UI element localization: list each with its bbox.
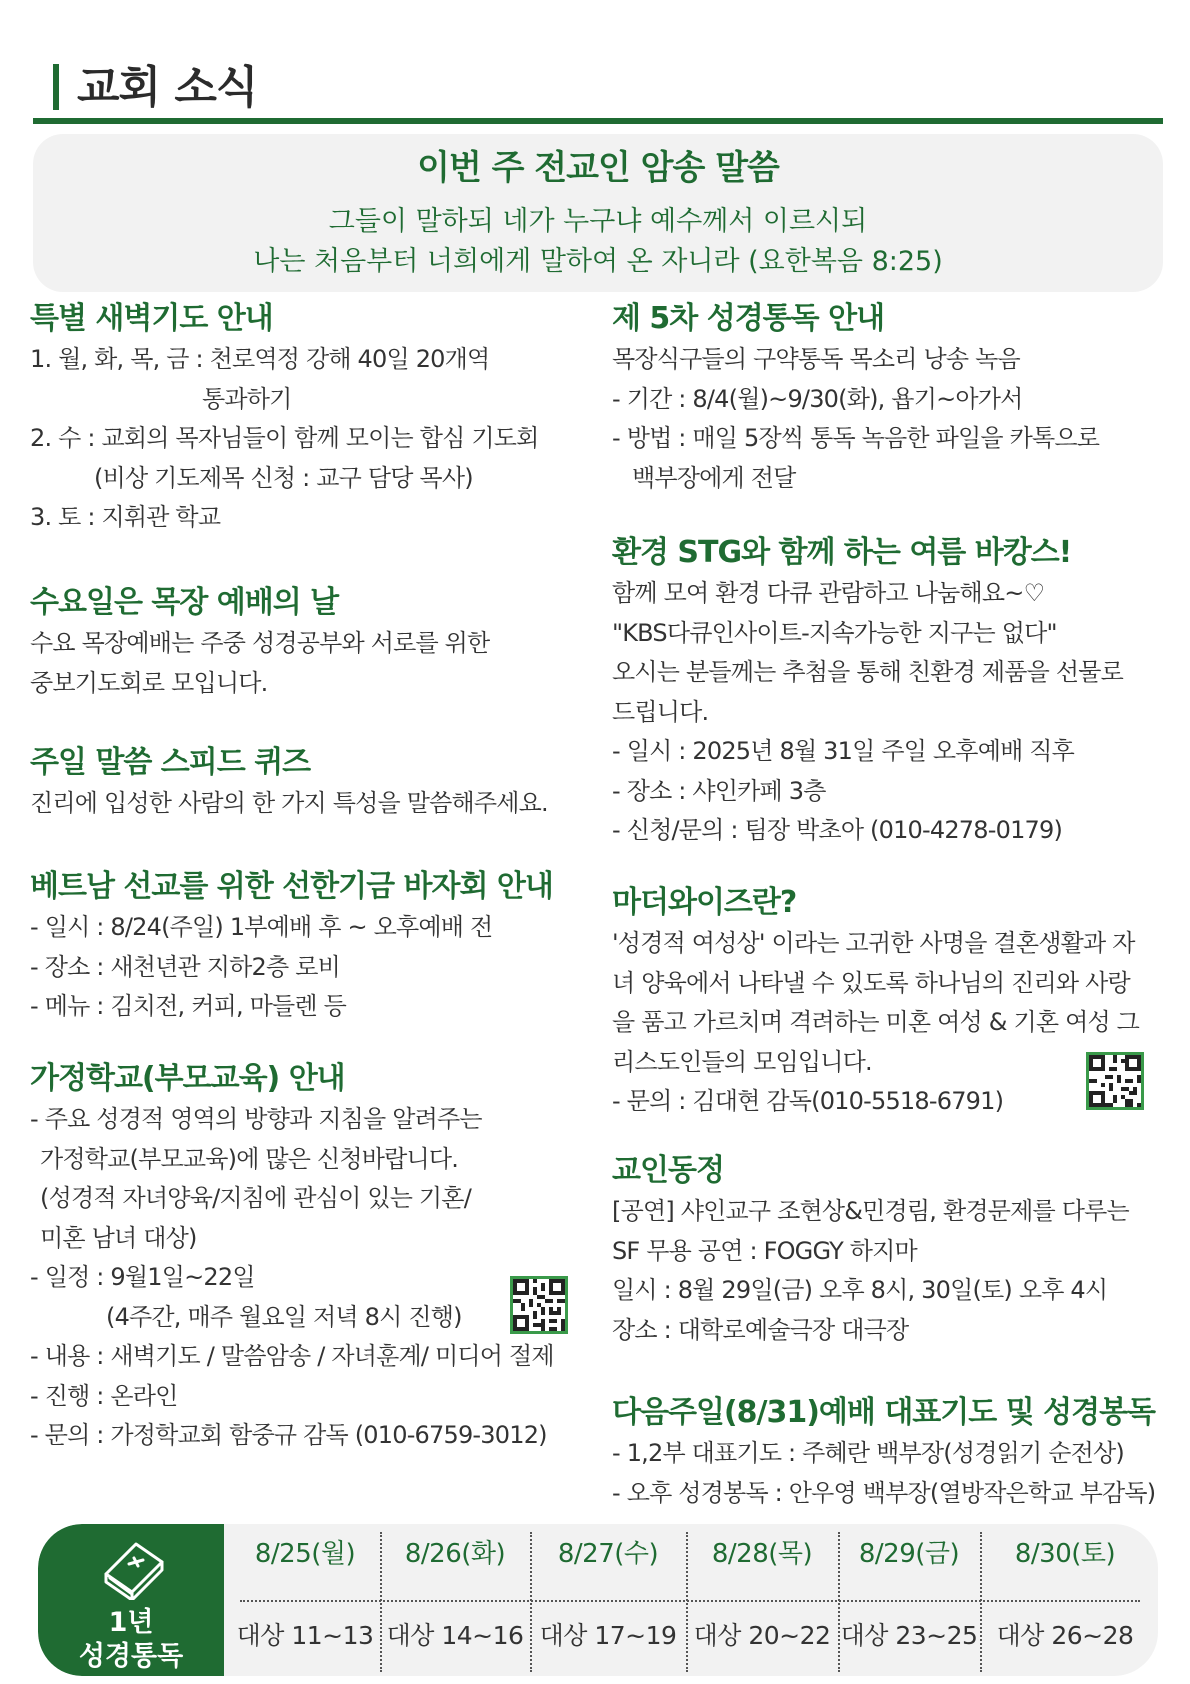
section-line: 함께 모여 환경 다큐 관람하고 나눔해요~♡ <box>612 579 1045 607</box>
bible-book-icon <box>98 1538 168 1600</box>
section-title: 다음주일(8/31)예배 대표기도 및 성경봉독 <box>612 1395 1156 1430</box>
section-line: - 메뉴 : 김치전, 커피, 마들렌 등 <box>30 992 347 1020</box>
section-line: - 일시 : 2025년 8월 31일 주일 오후예배 직후 <box>612 737 1075 765</box>
schedule-day-tue <box>380 1524 530 1676</box>
section-line: SF 무용 공연 : FOGGY 하지마 <box>612 1236 917 1265</box>
section-line: 3. 토 : 지휘관 학교 <box>30 503 221 531</box>
memory-verse-line: 그들이 말하되 네가 누구냐 예수께서 이르시되 <box>328 206 868 237</box>
section-title: 수요일은 목장 예배의 날 <box>30 585 339 620</box>
mother-wise-qr-code[interactable] <box>1086 1052 1144 1110</box>
memory-verse-line: 나는 처음부터 너희에게 말하여 온 자니라 (요한복음 8:25) <box>253 246 943 277</box>
schedule-date: 8/25(월) <box>254 1539 356 1569</box>
section-line: 1. 월, 화, 목, 금 : 천로역정 강해 40일 20개역 <box>30 345 490 373</box>
schedule-date: 8/29(금) <box>858 1539 960 1569</box>
section-line: - 기간 : 8/4(월)~9/30(화), 욥기~아가서 <box>612 384 1023 413</box>
section-line: 2. 수 : 교회의 목자님들이 함께 모이는 합심 기도회 <box>30 424 539 452</box>
section-title: 베트남 선교를 위한 선한기금 바자회 안내 <box>30 869 553 904</box>
schedule-range: 대상 14~16 <box>386 1621 524 1650</box>
schedule-label-line: 성경통독 <box>78 1641 184 1672</box>
section-line: - 문의 : 가정학교회 함중규 감독 (010-6759-3012) <box>30 1421 547 1449</box>
section-line: 수요 목장예배는 주중 성경공부와 서로를 위한 <box>30 629 490 657</box>
schedule-range: 대상 17~19 <box>539 1621 677 1650</box>
section-line: - 문의 : 김대현 감독(010-5518-6791) <box>612 1087 1004 1115</box>
schedule-day-thu <box>686 1524 838 1676</box>
section-line: 백부장에게 전달 <box>632 463 796 492</box>
section-line: 녀 양육에서 나타낼 수 있도록 하나님의 진리와 사랑 <box>612 968 1130 997</box>
section-line: - 방법 : 매일 5장씩 통독 녹음한 파일을 카톡으로 <box>612 424 1100 452</box>
section-line: '성경적 여성상' 이라는 고귀한 사명을 결혼생활과 자 <box>612 929 1135 957</box>
schedule-date: 8/28(목) <box>711 1539 813 1569</box>
section-line: (4주간, 매주 월요일 저녁 8시 진행) <box>106 1302 462 1331</box>
header-divider <box>33 118 1163 124</box>
qr-code-icon <box>513 1279 565 1331</box>
schedule-label-line: 1년 <box>108 1607 154 1638</box>
mother-wise-section <box>612 882 1139 1122</box>
schedule-range: 대상 26~28 <box>996 1621 1134 1650</box>
section-line: 목장식구들의 구약통독 목소리 낭송 녹음 <box>612 345 1020 373</box>
wednesday-section <box>30 582 489 703</box>
section-title: 교인동정 <box>612 1153 724 1188</box>
bible-reading-section <box>612 298 1099 498</box>
header-accent-bar <box>53 64 59 110</box>
bible-reading-schedule <box>38 1524 1158 1676</box>
schedule-label <box>38 1524 224 1676</box>
dawn-prayer-section <box>30 298 539 538</box>
section-line: - 장소 : 샤인카페 3층 <box>612 776 826 805</box>
schedule-day-mon <box>230 1524 380 1676</box>
section-line: 중보기도회로 모입니다. <box>30 668 268 697</box>
section-line: 을 품고 가르치며 격려하는 미혼 여성 & 기혼 여성 그 <box>612 1008 1140 1036</box>
section-line: [공연] 샤인교구 조현상&민경림, 환경문제를 다루는 <box>612 1197 1129 1225</box>
section-title: 특별 새벽기도 안내 <box>30 301 273 336</box>
section-line: 장소 : 대학로예술극장 대극장 <box>612 1315 909 1344</box>
quiz-section <box>30 742 548 824</box>
section-line: (비상 기도제목 신청 : 교구 담당 목사) <box>94 463 473 492</box>
section-line: 미혼 남녀 대상) <box>40 1223 197 1252</box>
page-title: 교회 소식 <box>77 62 258 113</box>
members-news-section <box>612 1150 1129 1350</box>
section-line: 진리에 입성한 사람의 한 가지 특성을 말씀해주세요. <box>30 789 548 817</box>
section-line: - 일정 : 9월1일~22일 <box>30 1263 255 1291</box>
section-line: - 오후 성경봉독 : 안우영 백부장(열방작은학교 부감독) <box>612 1478 1156 1507</box>
schedule-day-sat <box>980 1524 1150 1676</box>
section-line: "KBS다큐인사이트-지속가능한 지구는 없다" <box>612 618 1057 647</box>
section-line: 통과하기 <box>202 384 292 413</box>
schedule-date: 8/30(토) <box>1014 1539 1116 1569</box>
memory-verse-box <box>33 134 1163 292</box>
schedule-range: 대상 11~13 <box>236 1621 374 1650</box>
section-line: - 내용 : 새벽기도 / 말씀암송 / 자녀훈계/ 미디어 절제 <box>30 1342 554 1370</box>
section-title: 마더와이즈란? <box>612 885 797 920</box>
section-line: - 진행 : 온라인 <box>30 1381 178 1410</box>
qr-code-icon <box>1089 1055 1141 1107</box>
schedule-day-wed <box>530 1524 686 1676</box>
bazaar-section <box>30 866 553 1027</box>
schedule-range: 대상 23~25 <box>840 1621 978 1650</box>
section-line: - 주요 성경적 영역의 방향과 지침을 알려주는 <box>30 1105 482 1133</box>
section-title: 제 5차 성경통독 안내 <box>612 301 885 336</box>
section-title: 주일 말씀 스피드 퀴즈 <box>30 745 311 780</box>
section-line: - 1,2부 대표기도 : 주혜란 백부장(성경읽기 순전상) <box>612 1439 1124 1467</box>
environment-stg-section <box>612 532 1123 851</box>
section-line: 리스도인들의 모임입니다. <box>612 1047 872 1076</box>
section-title: 가정학교(부모교육) 안내 <box>30 1061 345 1096</box>
schedule-label-text <box>38 1606 224 1674</box>
section-line: (성경적 자녀양육/지침에 관심이 있는 기혼/ <box>40 1184 471 1212</box>
section-line: - 일시 : 8/24(주일) 1부예배 후 ~ 오후예배 전 <box>30 913 493 941</box>
section-line: 일시 : 8월 29일(금) 오후 8시, 30일(토) 오후 4시 <box>612 1276 1108 1304</box>
family-school-qr-code[interactable] <box>510 1276 568 1334</box>
memory-verse-title: 이번 주 전교인 암송 말씀 <box>417 148 779 188</box>
schedule-date: 8/26(화) <box>404 1539 506 1569</box>
schedule-date: 8/27(수) <box>557 1539 659 1569</box>
schedule-range: 대상 20~22 <box>693 1621 831 1650</box>
section-line: 가정학교(부모교육)에 많은 신청바랍니다. <box>40 1144 459 1173</box>
schedule-day-fri <box>838 1524 980 1676</box>
page-header <box>33 60 1163 122</box>
family-school-section <box>30 1058 554 1456</box>
next-sunday-section <box>612 1392 1155 1513</box>
section-line: - 장소 : 새천년관 지하2층 로비 <box>30 952 340 981</box>
section-line: - 신청/문의 : 팀장 박초아 (010-4278-0179) <box>612 816 1063 844</box>
section-title: 환경 STG와 함께 하는 여름 바캉스! <box>612 535 1072 570</box>
section-line: 드립니다. <box>612 697 709 726</box>
section-line: 오시는 분들께는 추첨을 통해 친환경 제품을 선물로 <box>612 658 1124 686</box>
